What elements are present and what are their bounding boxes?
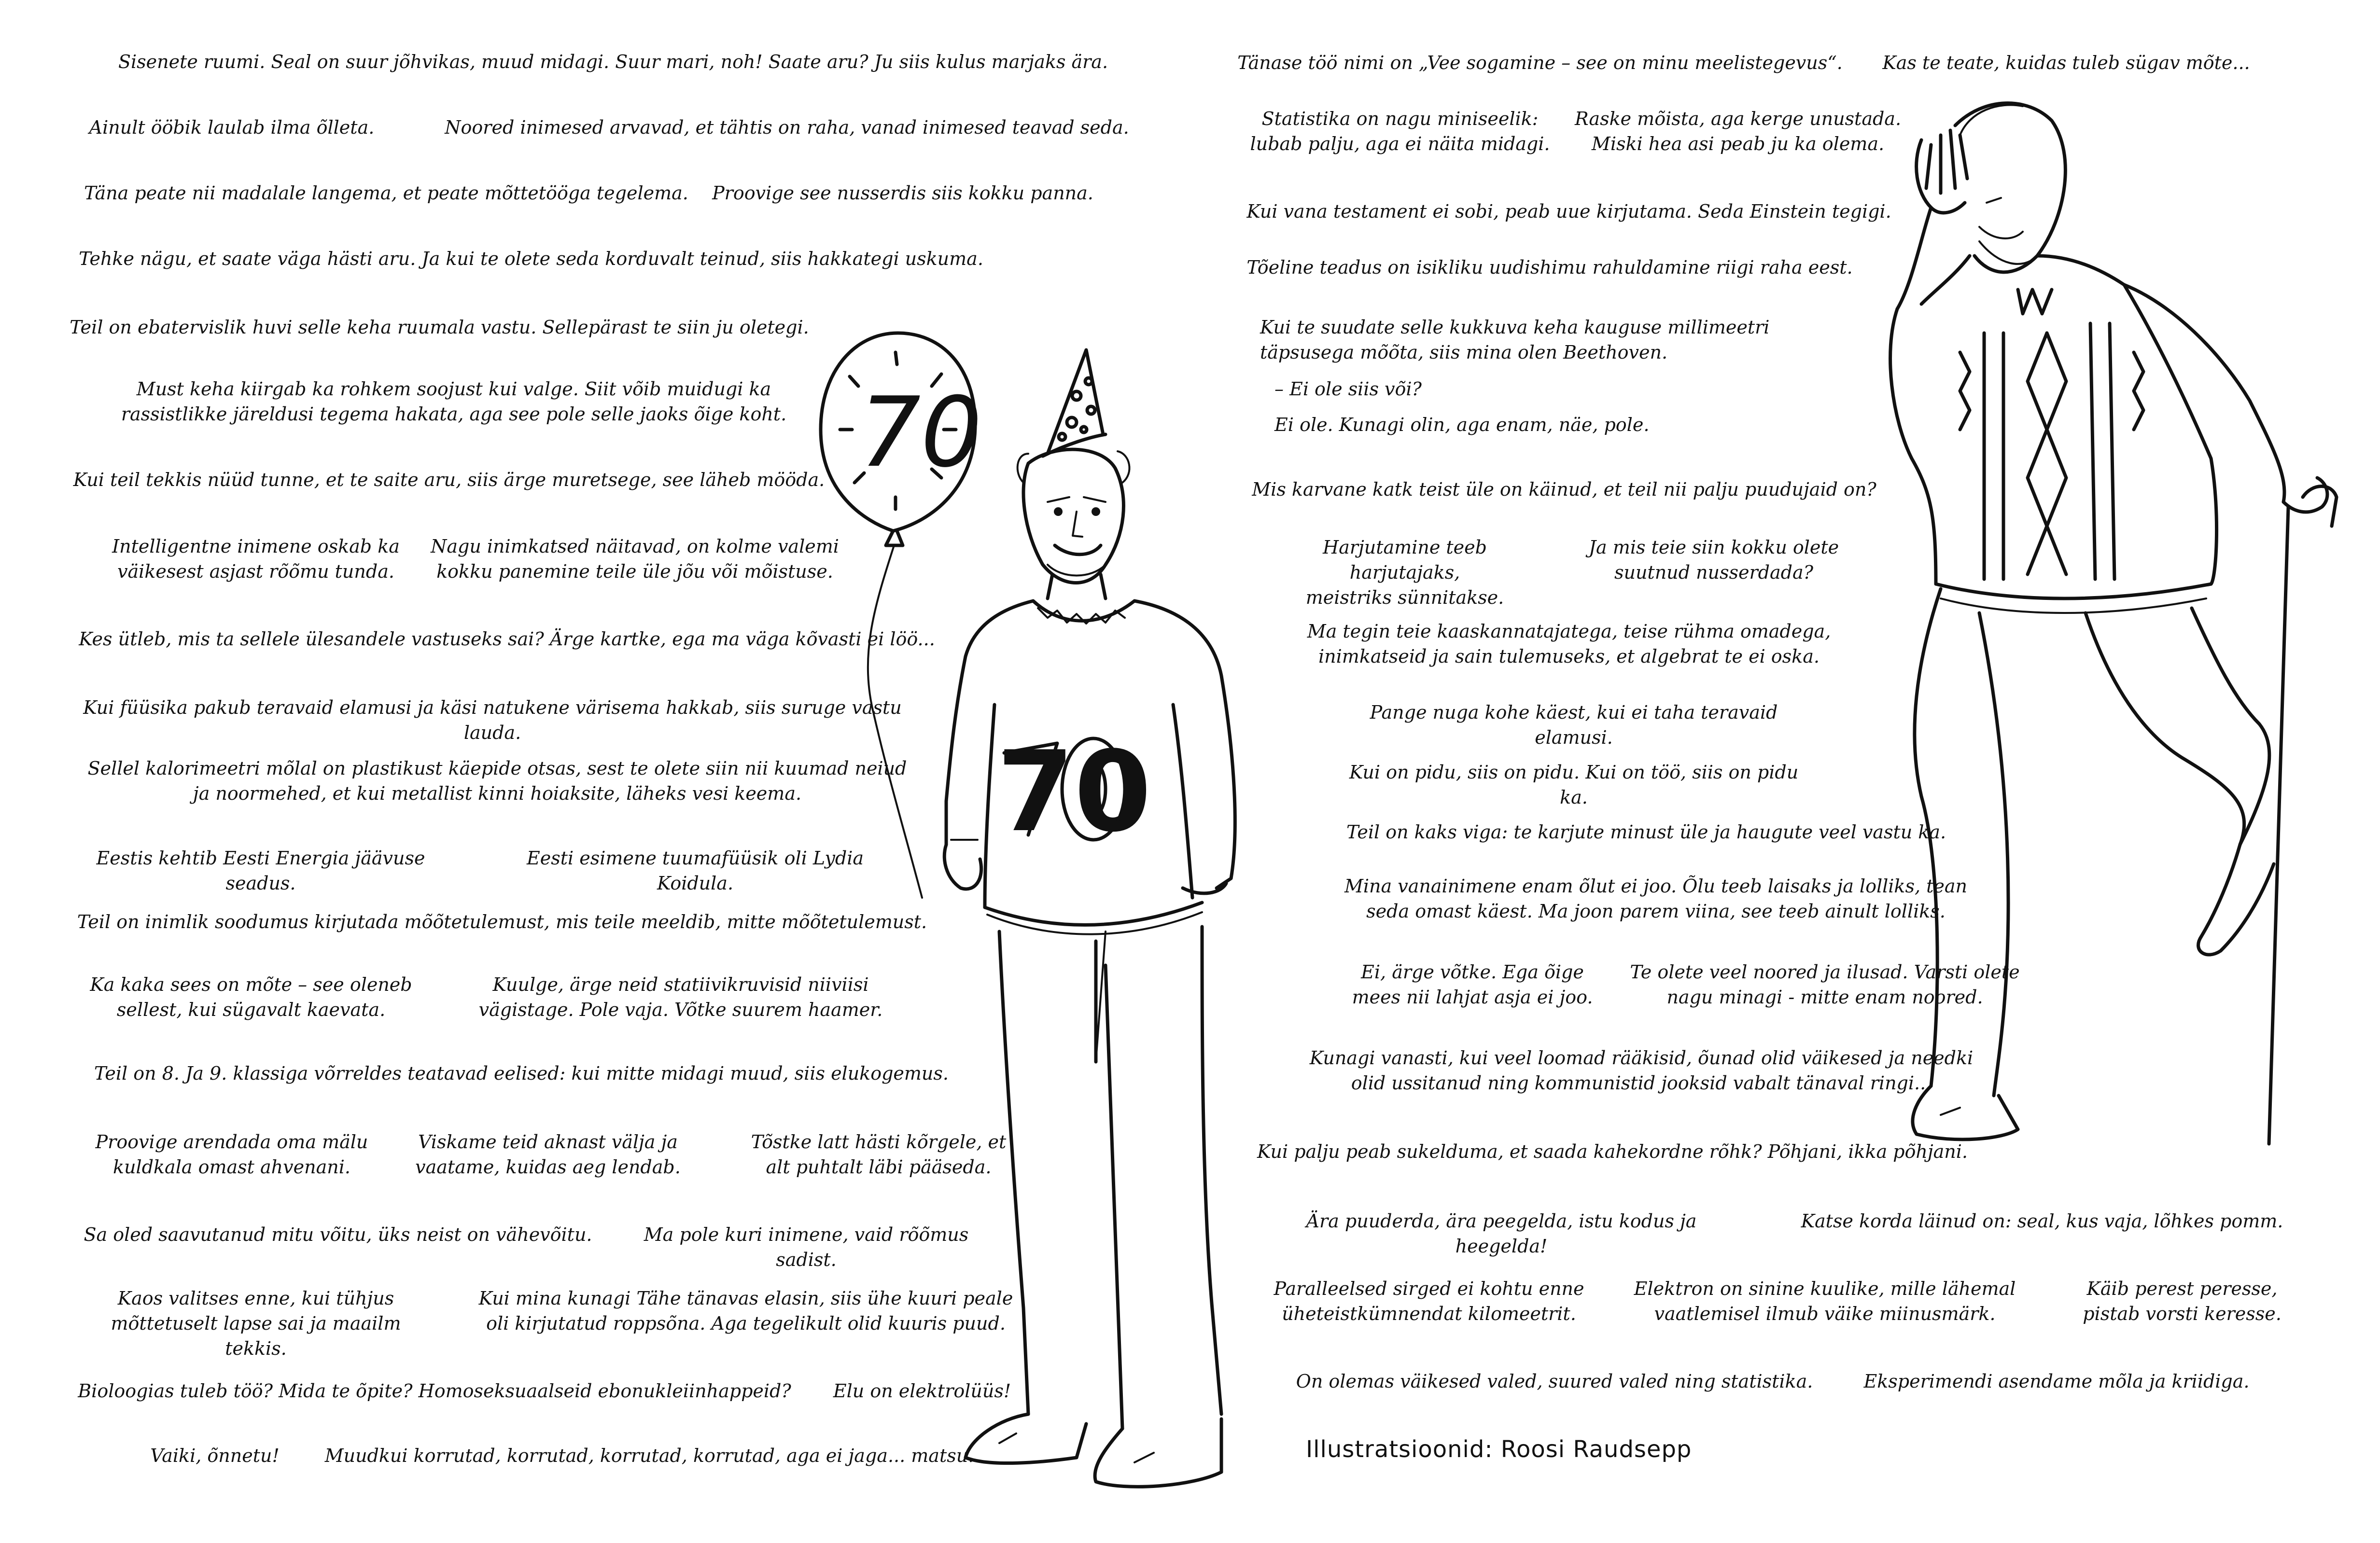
quote: Ei, ärge võtke. Ega õige mees nii lahjat asja ei joo. [1352,961,1593,1008]
quote: Teil on kaks viga: te karjute minust üle ja haugute veel vastu ka. [1346,821,1946,843]
quote: Ei ole. Kunagi olin, aga enam, näe, pole. [1274,414,1650,435]
quote: Vaiki, õnnetu! [150,1445,280,1466]
illustration-credit: Illustratsioonid: Roosi Raudsepp [1306,1436,1692,1463]
quote: Proovige see nusserdis siis kokku panna. [712,182,1093,204]
quote: Tänase töö nimi on „Vee sogamine – see on minu meelistegevus“. [1237,52,1843,73]
quote: Nagu inimkatsed näitavad, on kolme valemi kokku panemine teile üle jõu või mõistuse. [431,536,839,582]
quote: Käib perest peresse, pistab vorsti keresse. [2083,1278,2282,1324]
quote: Kui teil tekkis nüüd tunne, et te saite aru, siis ärge muretsege, see läheb mööda. [73,469,825,490]
quote: Sisenete ruumi. Seal on suur jõhvikas, muud midagi. Suur mari, noh! Saate aru? Ju siis kulus marjaks ära. [118,51,1108,72]
quote: Viskame teid aknast välja ja vaatame, kuidas aeg lendab. [415,1131,681,1178]
quote: Proovige arendada oma mälu kuldkala omast ahvenani. [95,1131,368,1178]
quote: Harjutamine teeb harjutajaks, meistriks sünnitakse. [1305,537,1504,608]
quote: Eestis kehtib Eesti Energia jäävuse seadus. [96,848,425,894]
quote: Elu on elektrolüüs! [833,1380,1011,1402]
quote: Ka kaka sees on mõte – see oleneb sellest, kui sügavalt kaevata. [90,974,412,1020]
quote: Teil on 8. Ja 9. klassiga võrreldes teatavad eelised: kui mitte midagi muud, siis elukogemus. [94,1063,949,1084]
quote: Must keha kiirgab ka rohkem soojust kui valge. Siit võib muidugi ka rassistlikke järeldusi tegema hakata, aga see pole selle jaoks õige koht. [121,378,787,425]
quote: Kas te teate, kuidas tuleb sügav mõte... [1882,52,2250,73]
quote: On olemas väikesed valed, suured valed ning statistika. [1296,1371,1813,1392]
quote: Ära puuderda, ära peegelda, istu kodus ja heegelda! [1306,1210,1697,1257]
old-man-with-cane-illustration [1796,82,2366,1163]
quote: Bioloogias tuleb töö? Mida te õpite? Homoseksuaalseid ebonukleiinhappeid? [78,1380,791,1402]
quote: Täna peate nii madalale langema, et peate mõttetööga tegelema. [84,182,688,204]
quote: Kui füüsika pakub teravaid elamusi ja käsi natukene värisema hakkab, siis suruge vastu lauda. [83,697,902,743]
quote: Raske mõista, aga kerge unustada. Miski hea asi peab ju ka olema. [1574,108,1902,154]
quote: Tehke nägu, et saate väga hästi aru. Ja kui te olete seda korduvalt teinud, siis hakkategi uskuma. [79,248,983,269]
quote: Ja mis teie siin kokku olete suutnud nusserdada? [1588,537,1839,583]
quote: Kui vana testament ei sobi, peab uue kirjutama. Seda Einstein tegigi. [1246,201,1891,222]
quote: – Ei ole siis või? [1274,378,1422,400]
quote: Kui mina kunagi Tähe tänavas elasin, siis ühe kuuri peale oli kirjutatud roppsõna. Aga tegelikult olid kuuris puud. [478,1288,1013,1334]
quote: Kui te suudate selle kukkuva keha kauguse millimeetri täpsusega mõõta, siis mina olen Beethoven. [1260,317,1770,363]
quote: Pange nuga kohe käest, kui ei taha teravaid elamusi. [1370,702,1778,748]
quote: Mis karvane katk teist üle on käinud, et teil nii palju puudujaid on? [1252,479,1876,500]
quote: Teil on inimlik soodumus kirjutada mõõtetulemust, mis teile meeldib, mitte mõõtetulemust. [77,911,927,932]
quote: Elektron on sinine kuulike, mille lähemal vaatlemisel ilmub väike miinusmärk. [1634,1278,2016,1324]
birthday-man-illustration [932,338,1328,1543]
quote: Kunagi vanasti, kui veel loomad rääkisid, õunad olid väikesed ja needki olid ussitanud ning kommunistid jooksid vabalt tänaval ringi... [1309,1047,1974,1094]
quote: Kui palju peab sukelduma, et saada kahekordne rõhk? Põhjani, ikka põhjani. [1257,1141,1968,1162]
quote: Teil on ebatervislik huvi selle keha ruumala vastu. Sellepärast te siin ju oletegi. [70,317,809,338]
quote: Sellel kalorimeetri mõlal on plastikust käepide otsas, sest te olete siin nii kuumad neiud ja noormehed, et kui metallist kinni hoiaksite, läheks vesi keema. [87,758,907,804]
quote: Eesti esimene tuumafüüsik oli Lydia Koidula. [526,848,864,894]
quote: Noored inimesed arvavad, et tähtis on raha, vanad inimesed teavad seda. [445,117,1129,138]
quote: Te olete veel noored ja ilusad. Varsti olete nagu minagi - mitte enam noored. [1630,961,2020,1008]
quote: Kui on pidu, siis on pidu. Kui on töö, siis on pidu ka. [1349,762,1799,808]
quote: Kuulge, ärge neid statiivikruvisid niiviisi vägistage. Pole vaja. Võtke suurem haamer. [478,974,883,1020]
quote: Muudkui korrutad, korrutad, korrutad, korrutad, aga ei jaga... matsu. [324,1445,974,1466]
quote: Paralleelsed sirged ei kohtu enne üheteistkümnendat kilomeetrit. [1274,1278,1584,1324]
quote: Kes ütleb, mis ta sellele ülesandele vastuseks sai? Ärge kartke, ega ma väga kõvasti ei löö... [79,628,935,650]
quote: Ma tegin teie kaaskannatajatega, teise rühma omadega, inimkatseid ja sain tulemuseks, et algebrat te ei oska. [1307,621,1831,667]
quote: Sa oled saavutanud mitu võitu, üks neist on vähevõitu. [84,1224,592,1245]
quote: Intelligentne inimene oskab ka väikesest asjast rõõmu tunda. [112,536,400,582]
quote: Tõeline teadus on isikliku uudishimu rahuldamine riigi raha eest. [1246,257,1853,278]
sweater-number: 70 [997,728,1152,857]
quote: Kaos valitses enne, kui tühjus mõttetuselt lapse sai ja maailm tekkis. [111,1288,401,1359]
quote: Ainult ööbik laulab ilma õlleta. [89,117,375,138]
quote: Eksperimendi asendame mõla ja kriidiga. [1863,1371,2250,1392]
quote: Statistika on nagu miniseelik: lubab palju, aga ei näita midagi. [1250,108,1550,154]
quote: Katse korda läinud on: seal, kus vaja, lõhkes pomm. [1801,1210,2283,1232]
quote: Ma pole kuri inimene, vaid rõõmus sadist. [644,1224,969,1270]
quote: Mina vanainimene enam õlut ei joo. Õlu teeb laisaks ja lolliks, tean seda omast käest. Ma joon parem viina, see teeb ainult lolliks. [1344,876,1967,922]
quote: Tõstke latt hästi kõrgele, et alt puhtalt läbi pääseda. [751,1131,1007,1178]
balloon-number: 70 [859,376,982,489]
